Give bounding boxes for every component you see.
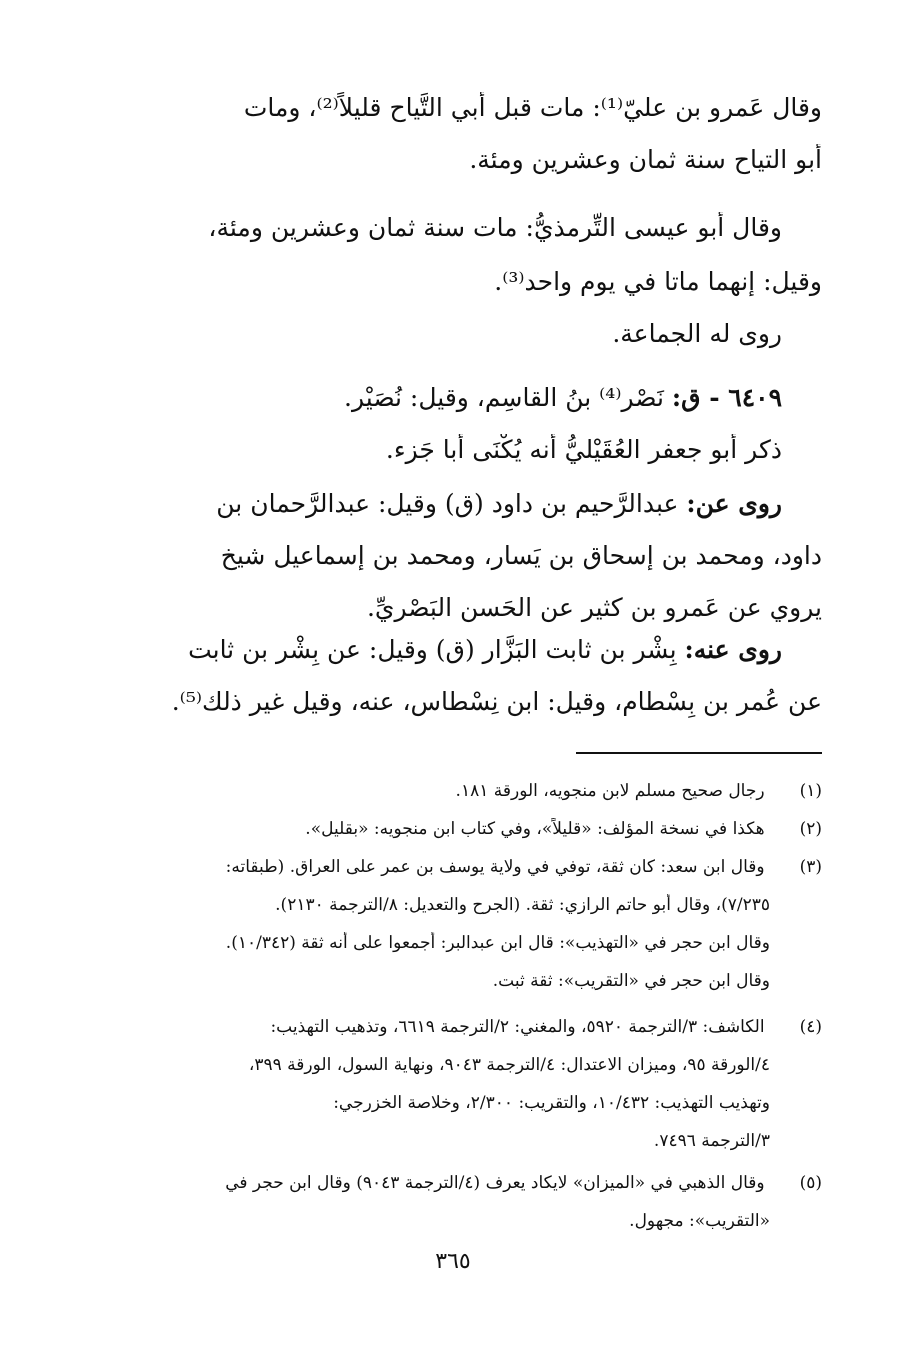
footnote-3-line-3: وقال ابن حجر في «التهذيب»: قال ابن عبدالبر: أجمعوا على أنه ثقة (١٠/٣٤٢). <box>225 933 770 953</box>
rawa-an-line-2: داود، ومحمد بن إسحاق بن يَسار، ومحمد بن إسماعيل شيخ <box>220 541 822 570</box>
footnote-2-number: (٢) <box>799 819 822 839</box>
footnote-1 <box>120 780 822 802</box>
footnote-5-line-2: «التقريب»: مجهول. <box>629 1211 770 1231</box>
rawa-an-line-3: يروي عن عَمرو بن كثير عن الحَسن البَصْريِّ. <box>366 593 822 622</box>
footnote-divider <box>576 752 822 754</box>
rawa-an-line-1 <box>140 488 782 520</box>
footnote-4 <box>120 1016 822 1038</box>
entry-number: ٦٤٠٩ - ق: <box>671 383 782 412</box>
entry-name: نَصْر⁽⁴⁾ بنُ القاسِم، وقيل: نُصَيْر. <box>344 383 664 412</box>
footnote-1-number: (١) <box>799 781 822 801</box>
rawa-an-text-1: عبدالرَّحيم بن داود (ق) وقيل: عبدالرَّحمان بن <box>216 489 679 518</box>
footnote-4-number: (٤) <box>799 1017 822 1037</box>
page-number: ٣٦٥ <box>435 1249 471 1274</box>
footnote-4-line-3: وتهذيب التهذيب: ١٠/٤٣٢، والتقريب: ٢/٣٠٠، وخلاصة الخزرجي: <box>333 1093 770 1113</box>
footnote-3-number: (٣) <box>799 857 822 877</box>
rawa-anhu-line-2: عن عُمر بن بِسْطام، وقيل: ابن نِسْطاس، عنه، وقيل غير ذلك⁽⁵⁾. <box>171 687 822 716</box>
footnote-2 <box>120 818 822 840</box>
footnote-5-text-1: وقال الذهبي في «الميزان» لايكاد يعرف (٤/الترجمة ٩٠٤٣) وقال ابن حجر في <box>225 1173 765 1193</box>
main-line-3: وقال أبو عيسى التِّرمذيُّ: مات سنة ثمان وعشرين ومئة، <box>208 213 782 242</box>
footnote-1-text: رجال صحيح مسلم لابن منجويه، الورقة ١٨١. <box>455 781 765 801</box>
entry-kunya-line: ذكر أبو جعفر العُقَيْليُّ أنه يُكْنَى أبا جَزء. <box>385 435 782 464</box>
rawa-anhu-label: روى عنه: <box>684 635 782 664</box>
footnote-3-text-1: وقال ابن سعد: كان ثقة، توفي في ولاية يوسف بن عمر على العراق. (طبقاته: <box>225 857 765 877</box>
footnote-5-number: (٥) <box>799 1173 822 1193</box>
rawa-an-label: روى عن: <box>686 489 782 518</box>
rawa-anhu-line-1 <box>140 634 782 666</box>
main-line-1: وقال عَمرو بن عليّ⁽¹⁾: مات قبل أبي التَّياح قليلاً⁽²⁾، ومات <box>243 93 822 122</box>
footnote-4-line-2: ٤/الورقة ٩٥، وميزان الاعتدال: ٤/الترجمة ٩٠٤٣، ونهاية السول، الورقة ٣٩٩، <box>248 1055 770 1075</box>
footnote-3-line-4: وقال ابن حجر في «التقريب»: ثقة ثبت. <box>492 971 770 991</box>
main-line-4: وقيل: إنهما ماتا في يوم واحد⁽³⁾. <box>494 267 822 296</box>
footnote-2-text: هكذا في نسخة المؤلف: «قليلاً»، وفي كتاب ابن منجويه: «بقليل». <box>305 819 765 839</box>
footnote-3-line-2: ٧/٢٣٥)، وقال أبو حاتم الرازي: ثقة. (الجرح والتعديل: ٨/الترجمة ٢١٣٠). <box>275 895 770 915</box>
main-line-5: روى له الجماعة. <box>612 319 782 348</box>
entry-heading <box>140 382 782 414</box>
rawa-anhu-text-1: بِشْر بن ثابت البَزَّار (ق) وقيل: عن بِشْر بن ثابت <box>188 635 677 664</box>
footnote-3 <box>120 856 822 878</box>
main-line-2: أبو التياح سنة ثمان وعشرين ومئة. <box>469 145 822 174</box>
footnote-5 <box>120 1172 822 1194</box>
footnote-4-text-1: الكاشف: ٣/الترجمة ٥٩٢٠، والمغني: ٢/الترجمة ٦٦١٩، وتذهيب التهذيب: <box>270 1017 765 1037</box>
footnote-4-line-4: ٣/الترجمة ٧٤٩٦. <box>653 1131 770 1151</box>
